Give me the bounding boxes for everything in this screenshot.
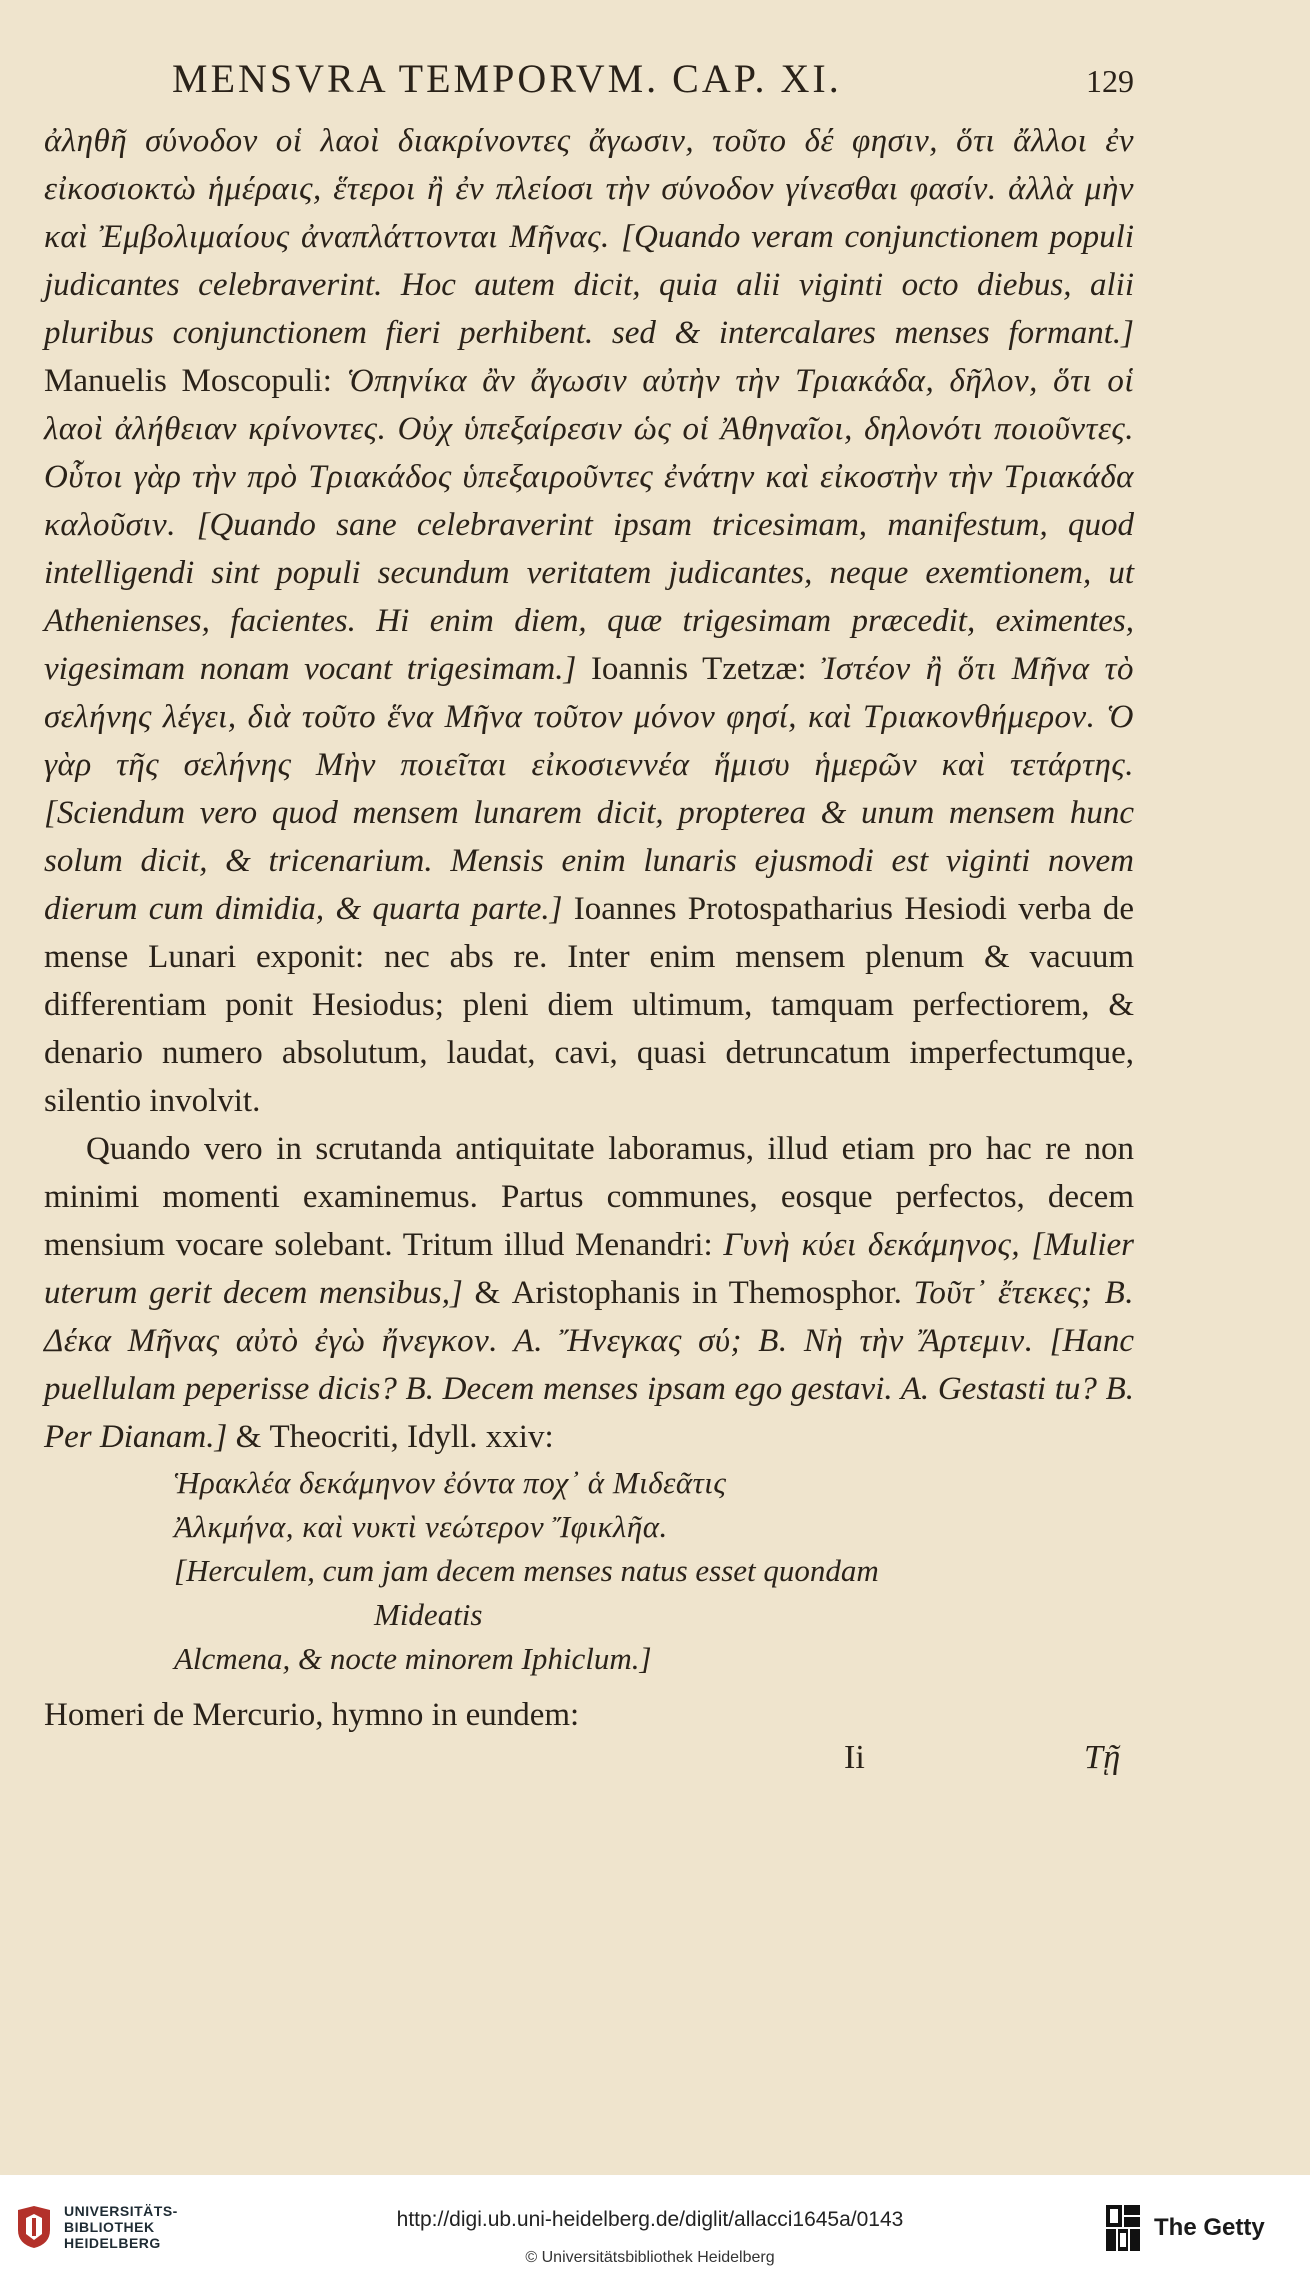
library-name-line: HEIDELBERG: [64, 2235, 161, 2251]
viewer-footer: [0, 2175, 1310, 2284]
greek-quote: Ὁπηνίκα ἂν ἄγωσιν αὐτὴν τὴν Τριακάδα, δῆλον, ὅτι οἱ λαοὶ ἀλήθειαν κρίνοντες. Οὐχ ὑπεξαίρεσιν ὡς οἱ Ἀθηναῖοι, δηλονότι ποιοῦντες. Οὗτοι γὰρ τὴν πρὸ Τριακάδος ὑπεξαιροῦντες ἐνάτην καὶ εἰκοστὴν τὴν Τριακάδα καλοῦσιν.: [44, 363, 1134, 543]
source-citation: & Aristophanis in Themosphor.: [474, 1275, 914, 1311]
verse-line: Alcmena, & nocte minorem Iphiclum.]: [174, 1641, 652, 1676]
greek-quote: Γυνὴ κύει δεκάμηνος,: [723, 1227, 1032, 1263]
page-number: 129: [1086, 63, 1134, 99]
verse-line: Ἡρακλέα δεκάμηνον ἐόντα ποχ᾽ ἁ Μιδεᾶτις: [174, 1465, 727, 1500]
permalink[interactable]: http://digi.ub.uni-heidelberg.de/diglit/allacci1645a/0143: [396, 2208, 904, 2231]
library-name-line: BIBLIOTHEK: [64, 2219, 155, 2235]
copyright-notice: © Universitätsbibliothek Heidelberg: [525, 2249, 775, 2266]
commentary-text: Quando vero in scrutanda antiquitate laboramus, illud etiam pro hac re non minimi momenti examinemus. Partus communes, eosque perfectos, decem mensium vocare solebant. Tritum illud Menandri:: [44, 1131, 1134, 1263]
latin-translation: [Sciendum vero quod mensem lunarem dicit, propterea & unum mensem hunc solum dicit, & tricenarium. Mensis enim lunaris ejusmodi est viginti novem dierum cum dimidia, & quarta parte.]: [44, 795, 1134, 927]
catchword: Τῇ: [1084, 1739, 1121, 1776]
verse-quotation: [174, 1461, 1134, 1681]
running-head: [44, 55, 1134, 107]
closing-text: [44, 1691, 1134, 1739]
commentary-text: Homeri de Mercurio, hymno in eundem:: [44, 1697, 580, 1733]
heidelberg-seal-icon: [14, 2204, 54, 2250]
signature-mark: Ii: [844, 1739, 865, 1776]
commentary-text: Ioannes Protospatharius Hesiodi verba de mense Lunari exponit: nec abs re. Inter enim mensem plenum & vacuum differentiam ponit Hesiodus; pleni diem ultimum, tamquam perfectiorem, & denario numero absolutum, laudat, cavi, quasi detruncatum imperfectumque, silentio involvit.: [44, 891, 1135, 1119]
latin-translation: [Hanc puellulam peperisse dicis? B. Decem menses ipsam ego gestavi. A. Gestasti tu? B. Per Dianam.]: [44, 1323, 1134, 1455]
greek-quote: Τοῦτ᾽ ἔτεκες; Β. Δέκα Μῆνας αὐτὸ ἐγὼ ἤνεγκον. Α. Ἤνεγκας σύ; Β. Νὴ τὴν Ἄρτεμιν.: [44, 1275, 1134, 1359]
source-citation: Manuelis Moscopuli:: [44, 363, 347, 399]
source-citation: & Theocriti, Idyll. xxiv:: [235, 1419, 554, 1455]
latin-translation: [Quando sane celebraverint ipsam tricesimam, manifestum, quod intelligendi sint populi secundum veritatem judicantes, neque exemtionem, ut Athenienses, facientes. Hi enim diem, quæ trigesimam præcedit, eximentes, vigesimam nonam vocant trigesimam.]: [44, 507, 1134, 687]
page-foot: [44, 1739, 1134, 1789]
library-name: [64, 2203, 178, 2251]
getty-mark-icon: [1104, 2203, 1142, 2253]
library-name-line: UNIVERSITÄTS-: [64, 2203, 178, 2219]
greek-quote: Ἰστέον ἢ ὅτι Μῆνα τὸ σελήνης λέγει, διὰ τοῦτο ἕνα Μῆνα τοῦτον μόνον φησί, καὶ Τριακονθήμερον. Ὁ γὰρ τῆς σελήνης Μὴν ποιεῖται εἰκοσιεννέα ἥμισυ ἡμερῶν καὶ τετάρτης.: [44, 651, 1134, 783]
greek-quote: ἀληθῆ σύνοδον οἱ λαοὶ διακρίνοντες ἄγωσιν, τοῦτο δέ φησιν, ὅτι ἄλλοι ἐν εἰκοσιοκτὼ ἡμέραις, ἕτεροι ἢ ἐν πλείοσι τὴν σύνοδον γίνεσθαι φασίν. ἀλλὰ μὴν καὶ Ἐμβολιμαίους ἀναπλάττονται Μῆνας.: [44, 123, 1134, 255]
running-title: MENSVRA TEMPORVM. CAP. XI.: [172, 56, 842, 101]
page-content: [44, 55, 1134, 1789]
verse-line: [Herculem, cum jam decem menses natus esset quondam: [174, 1553, 879, 1588]
latin-translation: [Mulier uterum gerit decem mensibus,]: [44, 1227, 1134, 1311]
paragraph: [44, 117, 1134, 1125]
latin-translation: [Quando veram conjunctionem populi judicantes celebraverint. Hoc autem dicit, quia alii viginti octo diebus, alii pluribus conjunctionem fieri perhibent. sed & intercalares menses formant.]: [44, 219, 1134, 351]
library-logo[interactable]: [14, 2203, 178, 2251]
paragraph: [44, 1691, 1134, 1739]
source-citation: Ioannis Tzetzæ:: [590, 651, 822, 687]
verse-line: Ἀλκμήνα, καὶ νυκτὶ νεώτερον Ἴφικλῆα.: [174, 1509, 668, 1544]
sponsor-name: The Getty: [1154, 2214, 1265, 2241]
paragraph: [44, 1125, 1134, 1461]
getty-logo[interactable]: [1104, 2203, 1265, 2253]
verse-line: Mideatis: [374, 1597, 483, 1632]
main-text: [44, 117, 1134, 1461]
